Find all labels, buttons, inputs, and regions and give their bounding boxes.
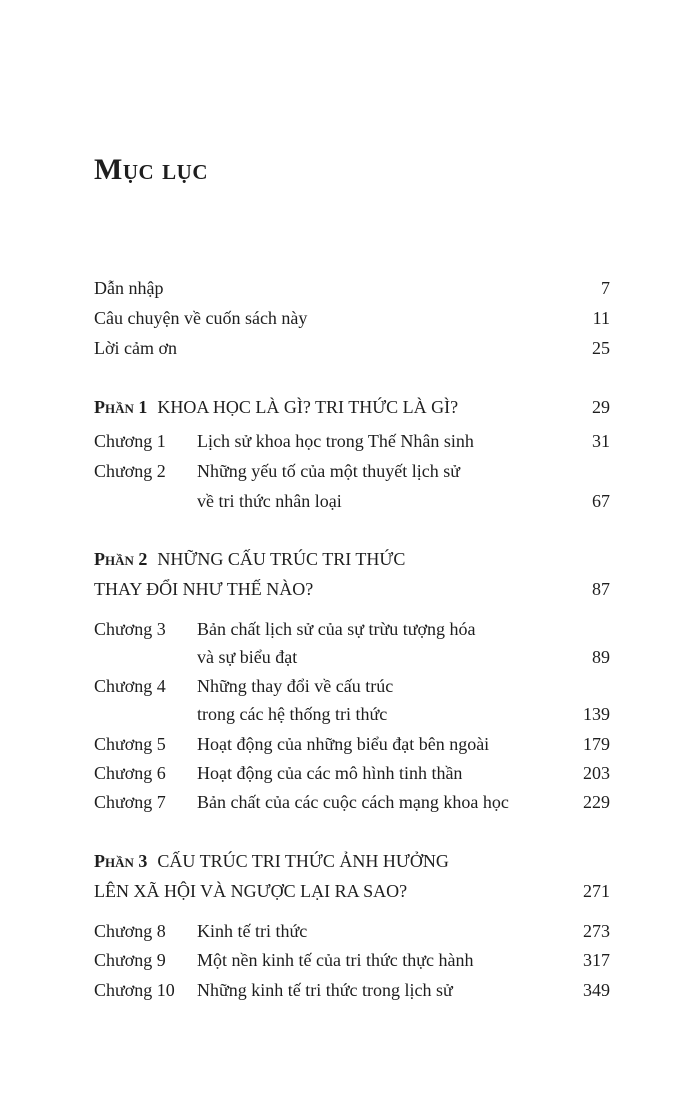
chapter-title-cont: trong các hệ thống tri thức bbox=[197, 704, 388, 724]
entry-title: Lời cảm ơn bbox=[94, 338, 178, 358]
toc-part-1-heading[interactable] bbox=[94, 392, 610, 422]
part-label: Phần 1 bbox=[94, 397, 148, 417]
chapter-page-number: 139 bbox=[583, 704, 610, 724]
chapter-title: Những yếu tố của một thuyết lịch sử bbox=[197, 461, 460, 481]
toc-entry-front-2[interactable] bbox=[94, 303, 610, 333]
chapter-label: Chương 3 bbox=[94, 619, 166, 639]
part-page-number: 87 bbox=[592, 579, 610, 599]
chapter-label: Chương 4 bbox=[94, 676, 166, 696]
chapter-label: Chương 10 bbox=[94, 980, 175, 1000]
toc-chapter-9[interactable] bbox=[94, 945, 610, 975]
toc-chapter-8[interactable] bbox=[94, 916, 610, 946]
chapter-page-number: 31 bbox=[592, 431, 610, 451]
toc-chapter-2-cont[interactable] bbox=[94, 486, 610, 516]
toc-part-3-heading-cont[interactable] bbox=[94, 876, 610, 906]
toc-part-2-heading[interactable] bbox=[94, 544, 610, 574]
part-page-number: 29 bbox=[592, 397, 610, 417]
entry-title: Dẫn nhập bbox=[94, 278, 164, 298]
chapter-label: Chương 9 bbox=[94, 950, 166, 970]
part-label: Phần 3 bbox=[94, 851, 148, 871]
part-title-line: KHOA HỌC LÀ GÌ? TRI THỨC LÀ GÌ? bbox=[157, 397, 459, 417]
chapter-title: Lịch sử khoa học trong Thế Nhân sinh bbox=[197, 431, 474, 451]
chapter-label: Chương 1 bbox=[94, 431, 166, 451]
chapter-title: Những kinh tế tri thức trong lịch sử bbox=[197, 980, 453, 1000]
part-title-line: LÊN XÃ HỘI VÀ NGƯỢC LẠI RA SAO? bbox=[94, 881, 408, 901]
toc-part-3-heading[interactable] bbox=[94, 846, 610, 876]
chapter-label: Chương 2 bbox=[94, 461, 166, 481]
chapter-title-cont: và sự biểu đạt bbox=[197, 647, 298, 667]
toc-entry-front-3[interactable] bbox=[94, 333, 610, 363]
toc-entry-front-1[interactable] bbox=[94, 273, 610, 303]
entry-page-number: 7 bbox=[601, 278, 610, 298]
part-title-line: NHỮNG CẤU TRÚC TRI THỨC bbox=[157, 549, 406, 569]
chapter-label: Chương 7 bbox=[94, 792, 166, 812]
toc-chapter-5[interactable] bbox=[94, 729, 610, 759]
toc-part-2-heading-cont[interactable] bbox=[94, 574, 610, 604]
chapter-label: Chương 5 bbox=[94, 734, 166, 754]
chapter-title: Một nền kinh tế của tri thức thực hành bbox=[197, 950, 474, 970]
chapter-page-number: 89 bbox=[592, 647, 610, 667]
entry-title: Câu chuyện về cuốn sách này bbox=[94, 308, 308, 328]
page-title: Mục lục bbox=[94, 153, 208, 186]
chapter-page-number: 317 bbox=[583, 950, 610, 970]
chapter-title: Những thay đổi về cấu trúc bbox=[197, 676, 394, 696]
toc-chapter-4[interactable] bbox=[94, 671, 610, 701]
chapter-page-number: 179 bbox=[583, 734, 610, 754]
chapter-page-number: 273 bbox=[583, 921, 610, 941]
toc-chapter-7[interactable] bbox=[94, 787, 610, 817]
part-title-line: CẤU TRÚC TRI THỨC ẢNH HƯỞNG bbox=[157, 851, 449, 871]
chapter-title-cont: về tri thức nhân loại bbox=[197, 491, 342, 511]
toc-chapter-6[interactable] bbox=[94, 758, 610, 788]
toc-chapter-3[interactable] bbox=[94, 614, 610, 644]
chapter-page-number: 67 bbox=[592, 491, 610, 511]
toc-chapter-3-cont[interactable] bbox=[94, 642, 610, 672]
toc-chapter-2[interactable] bbox=[94, 456, 610, 486]
chapter-title: Hoạt động của các mô hình tinh thần bbox=[197, 763, 463, 783]
chapter-label: Chương 8 bbox=[94, 921, 166, 941]
part-label: Phần 2 bbox=[94, 549, 148, 569]
entry-page-number: 25 bbox=[592, 338, 610, 358]
chapter-page-number: 203 bbox=[583, 763, 610, 783]
toc-chapter-4-cont[interactable] bbox=[94, 699, 610, 729]
chapter-title: Bản chất của các cuộc cách mạng khoa học bbox=[197, 792, 509, 812]
chapter-title: Hoạt động của những biểu đạt bên ngoài bbox=[197, 734, 490, 754]
chapter-title: Kinh tế tri thức bbox=[197, 921, 308, 941]
entry-page-number: 11 bbox=[592, 308, 610, 328]
part-title-line: THAY ĐỔI NHƯ THẾ NÀO? bbox=[94, 579, 314, 599]
chapter-title: Bản chất lịch sử của sự trừu tượng hóa bbox=[197, 619, 476, 639]
part-page-number: 271 bbox=[583, 881, 610, 901]
chapter-page-number: 349 bbox=[583, 980, 610, 1000]
toc-chapter-10[interactable] bbox=[94, 975, 610, 1005]
chapter-page-number: 229 bbox=[583, 792, 610, 812]
toc-chapter-1[interactable] bbox=[94, 426, 610, 456]
chapter-label: Chương 6 bbox=[94, 763, 166, 783]
